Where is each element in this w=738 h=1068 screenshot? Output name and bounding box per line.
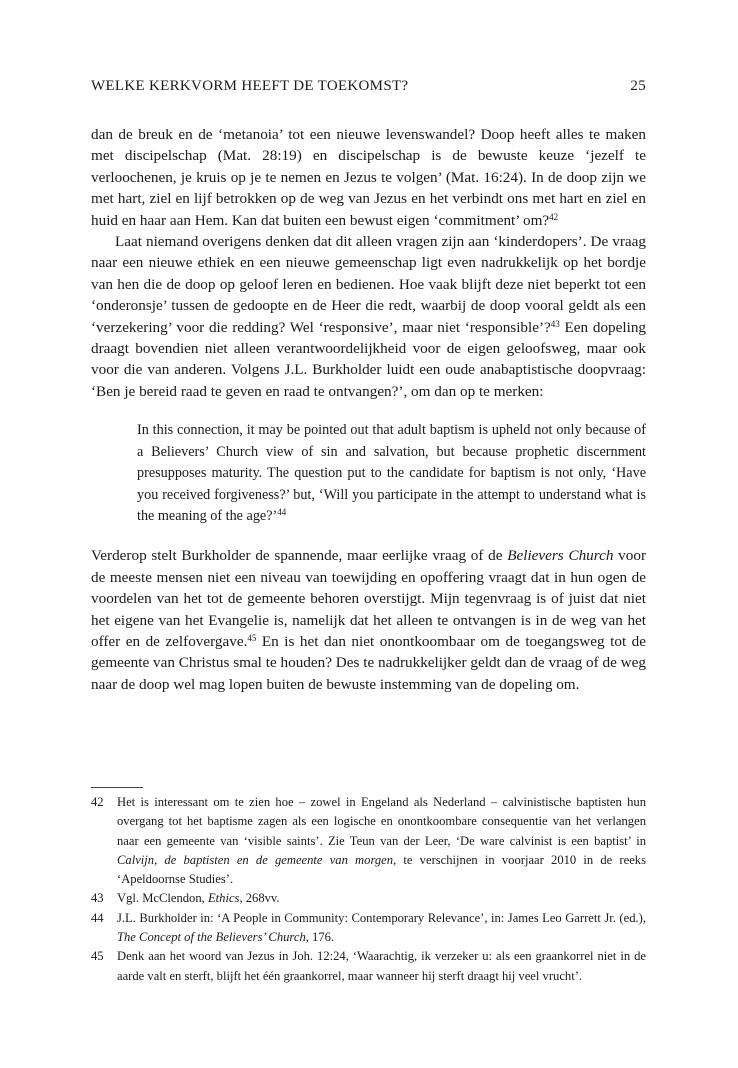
footnote-45 [91,947,646,986]
book-page [91,0,646,1068]
running-head [91,78,646,95]
paragraph-2-text-a: Laat niemand overigens denken dat dit alleen vragen zijn aan ‘kinderdopers’. De vraag naar een nieuwe ethiek en een nieuwe gemeenschap ligt even nadrukkelijk op het bordje van hen die de doop op geloof leren en bedienen. Hoe vaak blijft deze niet beperkt tot een ‘onderonsje’ tussen de gedoopte en de Heer die redt, waarbij de doop vooral geldt als een ‘verzekering’ voor die redding? Wel ‘responsive’, maar niet ‘responsible’? [91,233,646,336]
paragraph-3-text-c: En is het dan niet onontkoombaar om de toegangsweg tot de gemeente van Christus smal te houden? Des te nadrukkelijker geldt dan de vraag of de weg naar de doop wel mag lopen buiten de bewuste instemming van de dopeling om. [91,632,647,693]
footnote-44-text-a: J.L. Burkholder in: ‘A People in Community: Contemporary Relevance’, in: James Leo Garrett Jr. (ed.), [117,910,646,925]
footnote-number: 44 [91,910,104,925]
footnote-43-text-a: Vgl. McClendon, [117,891,208,906]
block-quote-text: In this connection, it may be pointed out that adult baptism is upheld not only because of a Believers’ Church view of sin and salvation, but because prophetic discernment presupposes maturity. The question put to the candidate for baptism is not only, ‘Have you received forgiveness?’ but, ‘Will you participate in the attempt to understand what is the meaning of the age?’ [137,422,646,524]
page-number: 25 [630,78,646,94]
footnote-43 [91,889,646,908]
footnote-text [117,793,646,889]
footnotes [91,793,646,986]
footnote-ref-43[interactable]: 43 [550,318,560,329]
footnote-ref-42[interactable]: 42 [549,211,559,222]
footnote-ref-44[interactable]: 44 [277,506,287,517]
footnote-42 [91,793,646,889]
footnote-number: 42 [91,795,104,809]
footnote-43-italic: Ethics [207,891,240,906]
paragraph-2 [91,231,646,402]
block-quote [137,420,646,527]
footnote-44-text-b: , 176. [305,930,335,945]
footnote-43-text-b: , 268vv. [239,891,280,906]
footnote-42-italic: Calvijn, de baptisten en de gemeente van morgen [117,852,394,867]
body-text [91,124,646,695]
paragraph-3-text-a: Verderop stelt Burkholder de spannende, maar eerlijke vraag of de [91,547,508,565]
footnote-ref-45[interactable]: 45 [247,632,257,643]
footnote-44-italic: The Concept of the Believers’ Church [117,930,306,945]
paragraph-2-text-b: Een dopeling draagt bovendien niet alleen verantwoordelijkheid voor de eigen geloofsweg, maar ook voor die van anderen. Volgens J.L. Burkholder luidt een oude anabaptistische doopvraag: ‘Ben je bereid raad te geven en raad te ontvangen?’, om dan op te merken: [91,318,647,400]
paragraph-1-text: dan de breuk en de ‘metanoia’ tot een nieuwe levenswandel? Doop heeft alles te maken met discipelschap (Mat. 28:19) en discipelschap is de bewuste keuze ‘jezelf te verloochenen, je kruis op je te nemen en Jezus te volgen’ (Mat. 16:24). In de doop zijn we met hart, ziel en lijf betrokken op de weg van Jezus en het verbindt ons met hart en ziel en huid en haar aan Hem. Kan dat buiten een bewust eigen ‘commitment’ om? [91,126,646,229]
running-head-title: WELKE KERKVORM HEEFT DE TOEKOMST? [91,78,409,94]
footnote-text: Denk aan het woord van Jezus in Joh. 12:24, ‘Waarachtig, ik verzeker u: als een graankorrel niet in de aarde valt en sterft, blijft het één graankorrel, maar wanneer hij sterft draagt hij veel vrucht’. [117,949,646,983]
footnote-42-text-a: Het is interessant om te zien hoe – zowel in Engeland als Nederland – calvinistische baptisten hun overgang tot het baptisme zagen als een logische en onontkoombare consequentie van het verlangen naar een gemeente van ‘visible saints’. Zie Teun van der Leer, ‘De ware calvinist is een baptist’ in [117,795,646,848]
footnote-text [117,909,646,948]
footnote-divider [91,787,143,788]
paragraph-3 [91,545,646,695]
footnote-number: 45 [91,949,104,964]
footnote-42-text-b: , te verschijnen in voorjaar 2010 in de reeks ‘Apeldoornse Studies’. [117,852,647,887]
paragraph-1 [91,124,646,231]
footnote-44 [91,909,646,948]
footnote-number: 43 [91,891,104,906]
paragraph-3-italic: Believers Church [507,547,614,565]
paragraph-3-text-b: voor de meeste mensen niet een niveau van toewijding en opoffering vraagt dat in hun ogen de voordelen van het tot de gemeente behoren overstijgt. Mijn tegenvraag is of juist dat niet het eigene van het Evangelie is, namelijk dat het alleen te ontvangen is in de weg van het offer en de zelfovergave. [91,547,647,650]
footnote-text [117,889,646,908]
